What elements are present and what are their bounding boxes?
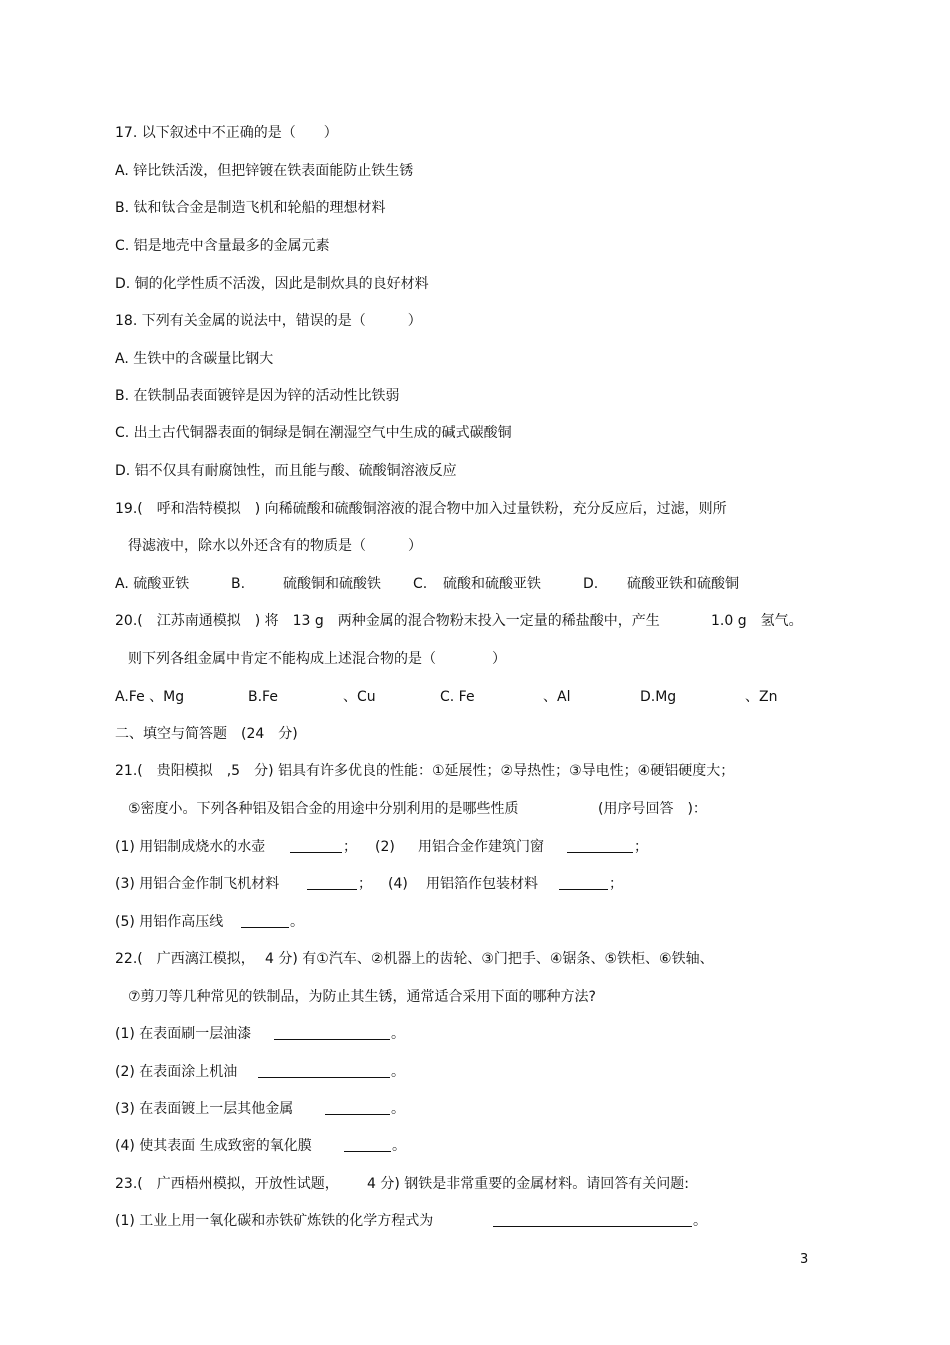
q22-part3-end: 。 (391, 1101, 405, 1117)
q20-option-b-second: 、Cu (343, 689, 376, 705)
q22-part2-end: 。 (391, 1064, 405, 1080)
q22-part4-end: 。 (392, 1138, 406, 1154)
q21-part2-blank[interactable] (567, 838, 633, 858)
q22-stem-line1-end: 4 分) 有①汽车、②机器上的齿轮、③门把手、④锯条、⑤铁柜、⑥铁轴、 (265, 951, 714, 967)
q20-option-a: A.Fe 、Mg (115, 689, 185, 705)
q20-option-b: B.Fe (248, 689, 278, 705)
q22-part3-blank[interactable] (325, 1100, 390, 1120)
q18-option-b: B. 在铁制品表面镀锌是因为锌的活动性比铁弱 (115, 388, 400, 404)
q21-part5-blank[interactable] (241, 913, 289, 933)
q23-part1-blank[interactable] (493, 1212, 692, 1232)
q23-part1: (1) 工业上用一氧化碳和赤铁矿炼铁的化学方程式为 (115, 1213, 434, 1229)
q23-part1-end: 。 (693, 1213, 707, 1229)
q20-option-d-second: 、Zn (745, 689, 778, 705)
q18-option-c: C. 出土古代铜器表面的铜绿是铜在潮湿空气中生成的碱式碳酸铜 (115, 425, 512, 441)
q22-part2-blank[interactable] (258, 1063, 390, 1083)
q21-part5-end: 。 (290, 914, 304, 930)
q22-part1: (1) 在表面刷一层油漆 (115, 1026, 252, 1042)
q21-part3-blank[interactable] (307, 875, 357, 895)
q22-part4-blank[interactable] (344, 1137, 391, 1157)
q21-part2-end: ； (634, 839, 648, 855)
q19-stem-line2: 得滤液中，除水以外还含有的物质是（ ） (128, 538, 422, 554)
q22-part4: (4) 使其表面 生成致密的氧化膜 (115, 1138, 312, 1154)
q17-option-a: A. 锌比铁活泼，但把锌镀在铁表面能防止铁生锈 (115, 163, 414, 179)
q21-part4: 用铝箔作包装材料 (426, 876, 538, 892)
q21-part2: 用铝合金作建筑门窗 (418, 839, 544, 855)
q21-part3: (3) 用铝合金作制飞机材料 (115, 876, 280, 892)
page-number: 3 (800, 1252, 809, 1267)
q20-stem-line2: 则下列各组金属中肯定不能构成上述混合物的是（ ） (128, 651, 506, 667)
q22-part1-blank[interactable] (274, 1025, 390, 1045)
q21-part4-end: ； (609, 876, 623, 892)
q21-part1: (1) 用铝制成烧水的水壶 (115, 839, 266, 855)
q22-part1-end: 。 (391, 1026, 405, 1042)
q19-option-d-letter: D. (583, 576, 599, 592)
q20-option-c: C. Fe (440, 689, 475, 705)
q20-option-d: D.Mg (640, 689, 677, 705)
section-heading: 二、填空与简答题 (24 分) (115, 726, 298, 742)
q18-stem: 18. 下列有关金属的说法中，错误的是（ ） (115, 313, 422, 329)
q18-option-d: D. 铝不仅具有耐腐蚀性，而且能与酸、硫酸铜溶液反应 (115, 463, 457, 479)
q20-stem-line1-end: 1.0 g 氢气。 (711, 613, 803, 629)
q21-stem-line2: ⑤密度小。下列各种铝及铝合金的用途中分别利用的是哪些性质 (128, 801, 519, 817)
q21-part5: (5) 用铝作高压线 (115, 914, 224, 930)
q17-option-d: D. 铜的化学性质不活泼，因此是制炊具的良好材料 (115, 276, 429, 292)
q21-part3-end: ； (358, 876, 372, 892)
q20-option-c-second: 、Al (543, 689, 571, 705)
q19-option-c-letter: C. (413, 576, 428, 592)
q18-option-a: A. 生铁中的含碳量比钢大 (115, 351, 274, 367)
q19-stem-line1: 19.( 呼和浩特模拟 ) 向稀硫酸和硫酸铜溶液的混合物中加入过量铁粉，充分反应后，过滤，则所 (115, 501, 727, 517)
q23-stem-line1: 23.( 广西梧州模拟，开放性试题， (115, 1176, 339, 1192)
q21-part1-blank[interactable] (290, 838, 342, 858)
q19-option-b: 硫酸铜和硫酸铁 (283, 576, 381, 592)
q19-option-d: 硫酸亚铁和硫酸铜 (627, 576, 739, 592)
q22-stem-line2: ⑦剪刀等几种常见的铁制品，为防止其生锈，通常适合采用下面的哪种方法? (128, 989, 596, 1005)
q22-part2: (2) 在表面涂上机油 (115, 1064, 238, 1080)
q17-stem: 17. 以下叙述中不正确的是（ ） (115, 125, 338, 141)
q21-part4-blank[interactable] (559, 875, 608, 895)
q21-stem-line2-end: (用序号回答 )： (598, 801, 707, 817)
q21-part4-number: (4) (388, 876, 408, 892)
q19-option-c: 硫酸和硫酸亚铁 (443, 576, 541, 592)
q21-part1-end: ； (343, 839, 357, 855)
q22-stem-line1: 22.( 广西漓江模拟， (115, 951, 255, 967)
q21-part2-number: (2) (375, 839, 395, 855)
q19-option-a: A. 硫酸亚铁 (115, 576, 190, 592)
q19-option-b-letter: B. (231, 576, 246, 592)
q17-option-b: B. 钛和钛合金是制造飞机和轮船的理想材料 (115, 200, 386, 216)
q21-stem-line1: 21.( 贵阳模拟 ,5 分) 铝具有许多优良的性能：①延展性；②导热性；③导电性；④硬铝硬度大； (115, 763, 735, 779)
q17-option-c: C. 铝是地壳中含量最多的金属元素 (115, 238, 330, 254)
q20-stem-line1: 20.( 江苏南通模拟 ) 将 13 g 两种金属的混合物粉末投入一定量的稀盐酸中，产生 (115, 613, 660, 629)
q23-stem-line1-end: 4 分) 钢铁是非常重要的金属材料。请回答有关问题: (367, 1176, 689, 1192)
q22-part3: (3) 在表面镀上一层其他金属 (115, 1101, 294, 1117)
